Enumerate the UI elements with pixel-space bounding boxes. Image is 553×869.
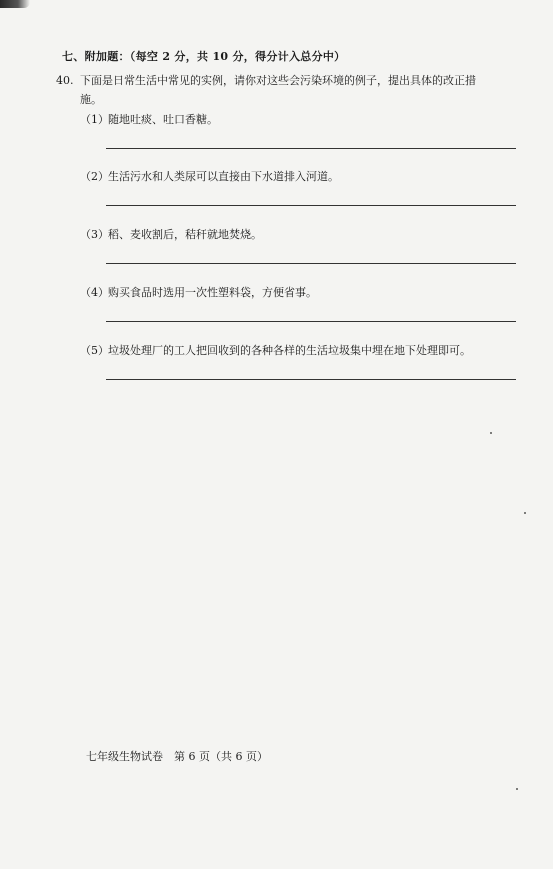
sub-question-5 xyxy=(80,342,471,358)
section-heading: 七、附加题：（每空 2 分，共 10 分，得分计入总分中） xyxy=(62,50,346,63)
sub-question-number: （2） xyxy=(80,170,109,183)
sub-question-2 xyxy=(80,168,339,184)
answer-line-1[interactable] xyxy=(106,148,516,149)
page-footer: 七年级生物试卷 第 6 页（共 6 页） xyxy=(86,750,268,763)
sub-question-text: 生活污水和人类尿可以直接由下水道排入河道。 xyxy=(108,170,339,183)
answer-line-2[interactable] xyxy=(106,205,516,206)
scan-smudge xyxy=(0,0,30,8)
sub-question-text: 购买食品时选用一次性塑料袋，方便省事。 xyxy=(108,286,317,299)
question-text-line1: 下面是日常生活中常见的实例，请你对这些会污染环境的例子，提出具体的改正措 xyxy=(80,74,476,87)
sub-question-4 xyxy=(80,284,317,300)
sub-question-number: （4） xyxy=(80,286,109,299)
scan-speck xyxy=(490,432,492,434)
sub-question-text: 稻、麦收割后，秸秆就地焚烧。 xyxy=(108,228,262,241)
sub-question-number: （5） xyxy=(80,344,109,357)
scan-speck xyxy=(516,788,518,790)
answer-line-3[interactable] xyxy=(106,263,516,264)
question-text-line2: 施。 xyxy=(80,93,102,106)
sub-question-3 xyxy=(80,226,262,242)
answer-line-5[interactable] xyxy=(106,379,516,380)
scan-speck xyxy=(524,512,526,514)
question-prompt xyxy=(56,72,476,88)
sub-question-1 xyxy=(80,111,218,127)
sub-question-number: （1） xyxy=(80,113,109,126)
sub-question-text: 随地吐痰、吐口香糖。 xyxy=(108,113,218,126)
sub-question-number: （3） xyxy=(80,228,109,241)
answer-line-4[interactable] xyxy=(106,321,516,322)
sub-question-text: 垃圾处理厂的工人把回收到的各种各样的生活垃圾集中埋在地下处理即可。 xyxy=(108,344,471,357)
question-number: 40. xyxy=(56,74,74,87)
